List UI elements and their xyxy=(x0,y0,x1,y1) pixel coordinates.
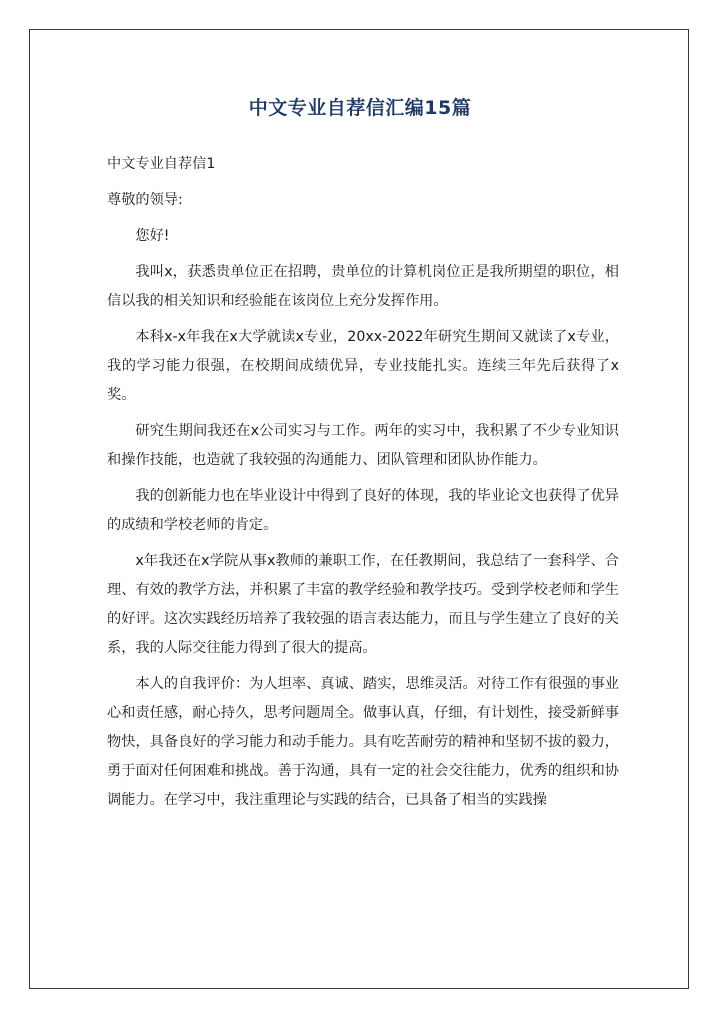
section-heading: 中文专业自荐信1 xyxy=(107,156,216,172)
paragraph-teaching: x年我还在x学院从事x教师的兼职工作，在任教期间，我总结了一套科学、合理、有效的教学方法，并积累了丰富的教学经验和教学技巧。受到学校老师和学生的好评。这次实践经历培养了我较强的语言表达能力，而且与学生建立了良好的关系，我的人际交往能力得到了很大的提高。 xyxy=(107,553,619,656)
document-body xyxy=(107,150,619,822)
document-title: 中文专业自荐信汇编15篇 xyxy=(248,97,472,119)
paragraph-self-evaluation: 本人的自我评价：为人坦率、真诚、踏实，思维灵活。对待工作有很强的事业心和责任感，耐心持久，思考问题周全。做事认真，仔细，有计划性，接受新鲜事物快，具备良好的学习能力和动手能力。具有吃苦耐劳的精神和坚韧不拔的毅力，勇于面对任何困难和挑战。善于沟通，具有一定的社会交往能力，优秀的组织和协调能力。在学习中，我注重理论与实践的结合，已具备了相当的实践操 xyxy=(107,676,619,808)
paragraph-internship: 研究生期间我还在x公司实习与工作。两年的实习中，我积累了不少专业知识和操作技能，也造就了我较强的沟通能力、团队管理和团队协作能力。 xyxy=(107,423,619,468)
paragraph-innovation: 我的创新能力也在毕业设计中得到了良好的体现，我的毕业论文也获得了优异的成绩和学校老师的肯定。 xyxy=(107,488,619,533)
greeting: 您好! xyxy=(135,228,170,244)
paragraph-education: 本科x-x年我在x大学就读x专业，20xx-2022年研究生期间又就读了x专业，我的学习能力很强，在校期间成绩优异，专业技能扎实。连续三年先后获得了x奖。 xyxy=(107,329,619,403)
paragraph-intro: 我叫x，获悉贵单位正在招聘，贵单位的计算机岗位正是我所期望的职位，相信以我的相关知识和经验能在该岗位上充分发挥作用。 xyxy=(107,264,619,309)
salutation: 尊敬的领导: xyxy=(107,192,183,208)
